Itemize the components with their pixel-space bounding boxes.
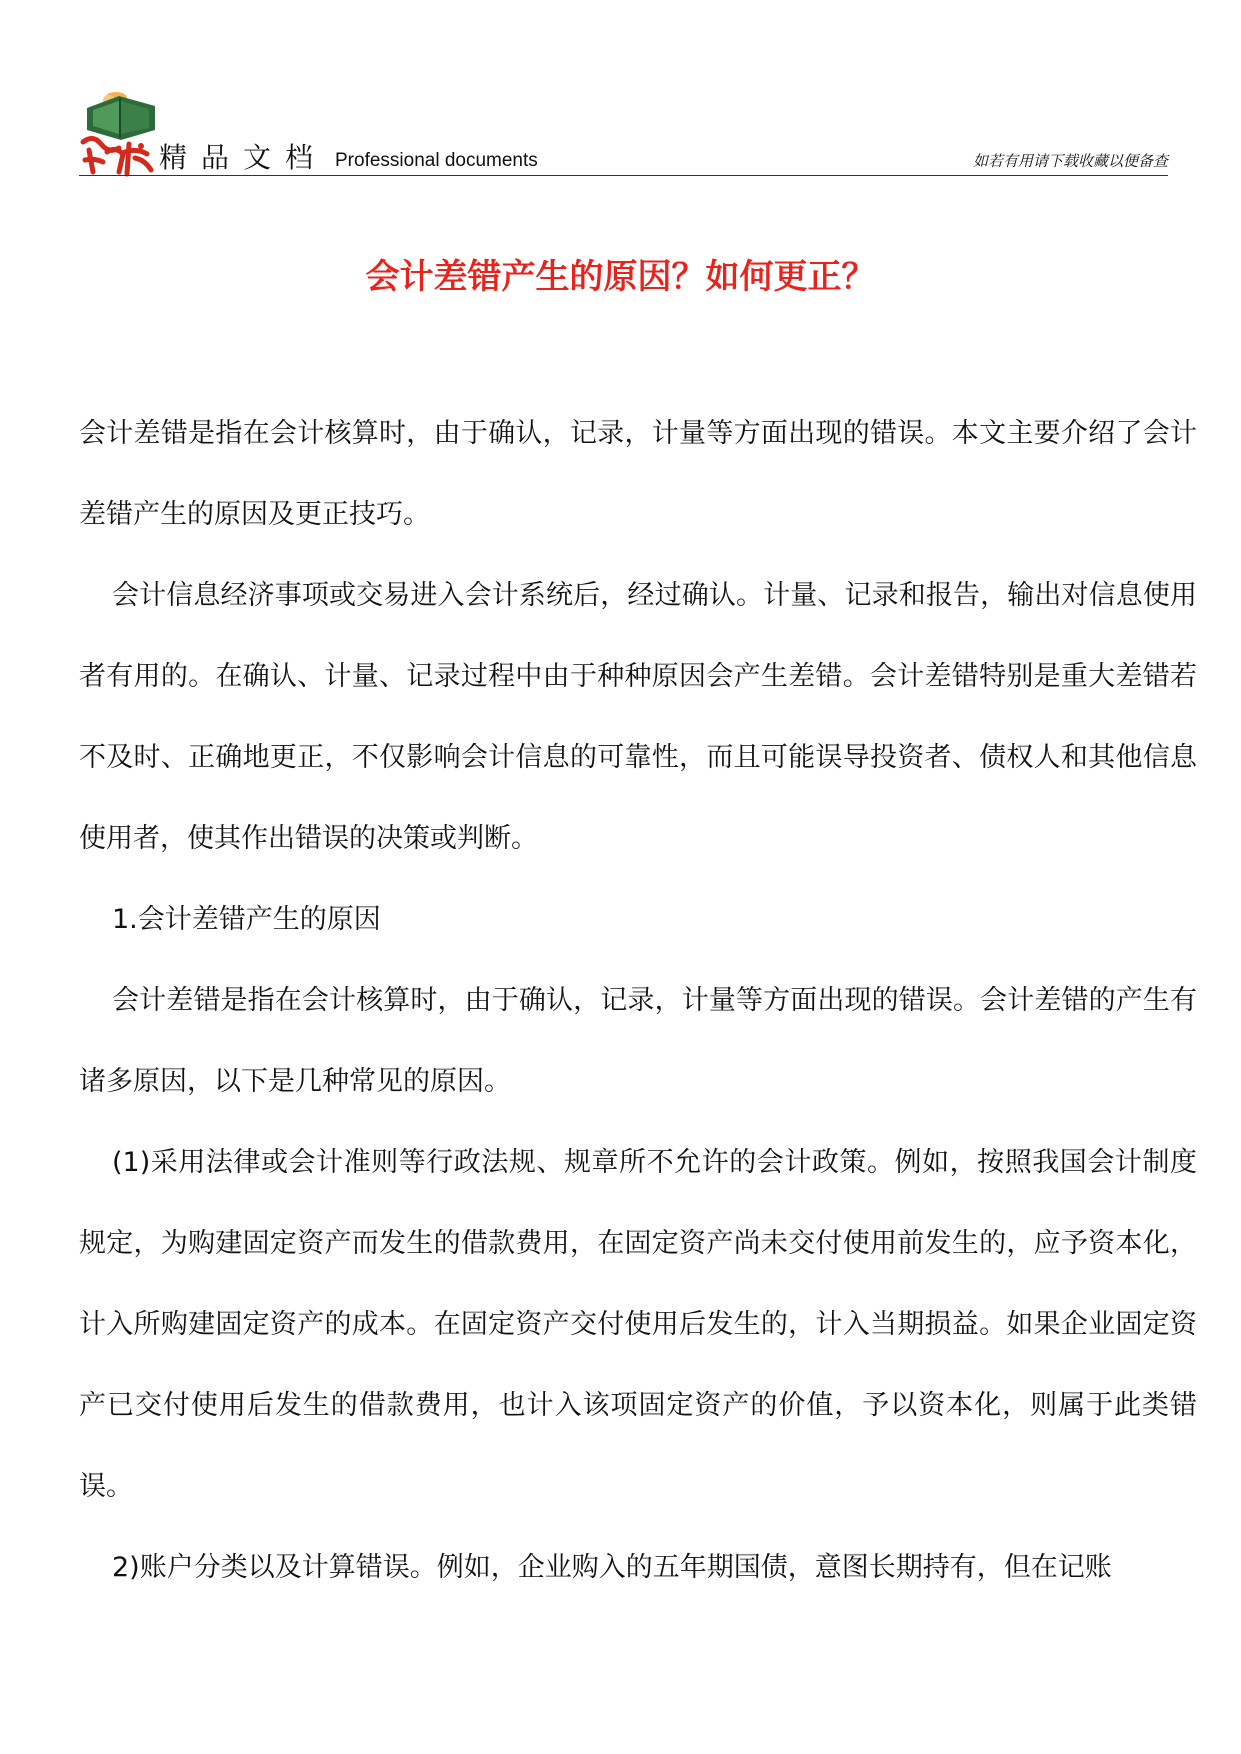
section-heading: 1.会计差错产生的原因 (112, 904, 381, 935)
intro-paragraph: 会计差错是指在会计核算时，由于确认，记录，计量等方面出现的错误。本文主要介绍了会计差错产生的原因及更正技巧。 (79, 418, 1197, 530)
body-paragraph: (1)采用法律或会计准则等行政法规、规章所不允许的会计政策。例如，按照我国会计制度规定，为购建固定资产而发生的借款费用，在固定资产尚未交付使用前发生的，应予资本化，计入所购建固定资产的成本。在固定资产交付使用后发生的，计入当期损益。如果企业固定资产已交付使用后发生的借款费用，也计入该项固定资产的价值，予以资本化，则属于此类错误。 (79, 1147, 1197, 1502)
body-paragraph: 会计差错是指在会计核算时，由于确认，记录，计量等方面出现的错误。会计差错的产生有诸多原因，以下是几种常见的原因。 (79, 985, 1197, 1097)
brand-english: Professional documents (335, 150, 538, 171)
document-header (79, 88, 1168, 178)
header-tagline: 如若有用请下载收藏以便备查 (972, 152, 1168, 170)
header-divider (79, 175, 1168, 176)
body-paragraph: 2)账户分类以及计算错误。例如，企业购入的五年期国债，意图长期持有，但在记账 (112, 1552, 1112, 1583)
brand-chinese: 精品文档 (159, 141, 328, 174)
document-body (79, 393, 1197, 1608)
body-paragraph: 会计信息经济事项或交易进入会计系统后，经过确认。计量、记录和报告，输出对信息使用者有用的。在确认、计量、记录过程中由于种种原因会产生差错。会计差错特别是重大差错若不及时、正确地更正，不仅影响会计信息的可靠性，而且可能误导投资者、债权人和其他信息使用者，使其作出错误的决策或判断。 (79, 580, 1197, 854)
book-logo-icon (79, 88, 161, 178)
document-title: 会计差错产生的原因？如何更正？ (365, 257, 876, 297)
